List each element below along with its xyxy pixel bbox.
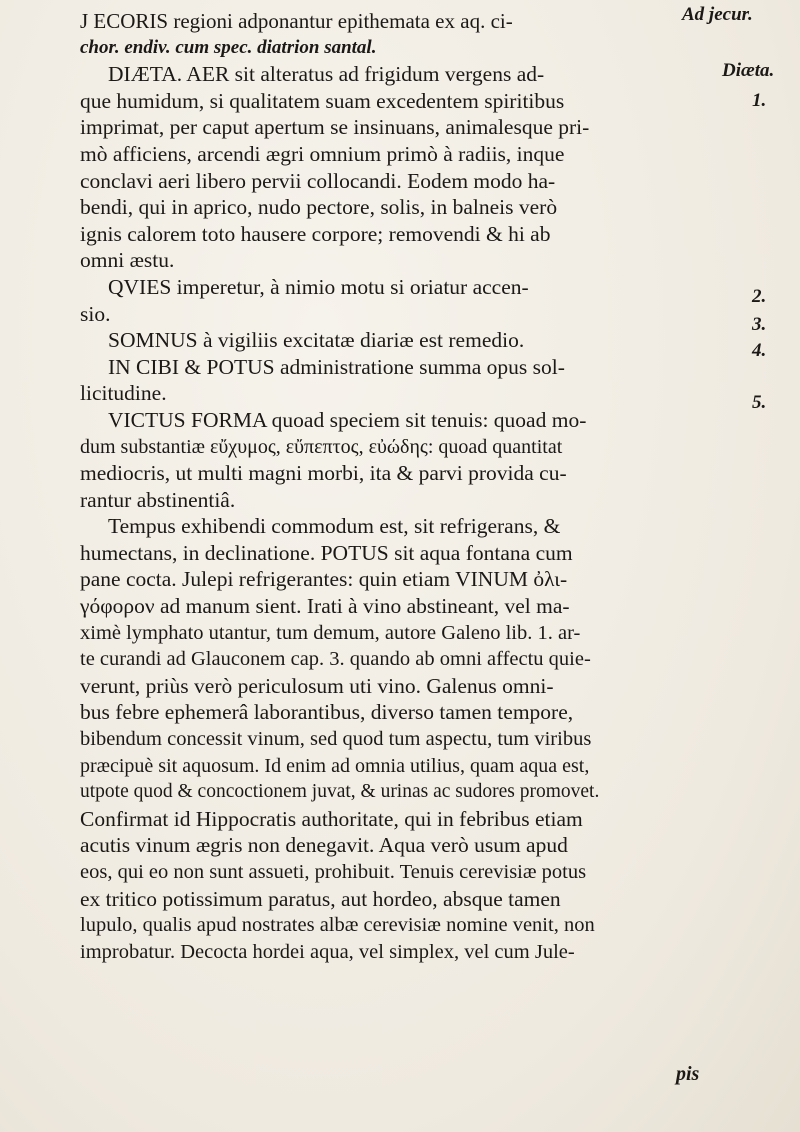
text-line: te curandi ad Glauconem cap. 3. quando ab omni affectu quie-: [80, 648, 591, 671]
text-line: sio.: [80, 301, 111, 326]
text-line: improbatur. Decocta hordei aqua, vel simplex, vel cum Jule-: [80, 940, 575, 963]
text-line: DIÆTA. AER sit alteratus ad frigidum vergens ad-: [108, 62, 545, 87]
margin-note: 4.: [752, 340, 767, 361]
text-line: bibendum concessit vinum, sed quod tum aspectu, tum viribus: [80, 728, 592, 751]
text-line: Confirmat id Hippocratis authoritate, qui in febribus etiam: [80, 806, 583, 831]
text-line: bus febre ephemerâ laborantibus, diverso tamen tempore,: [80, 700, 574, 725]
text-line: ex tritico potissimum paratus, aut hordeo, absque tamen: [80, 886, 561, 911]
text-line: ignis calorem toto hausere corpore; removendi & hi ab: [80, 221, 551, 246]
text-line: SOMNUS à vigiliis excitatæ diariæ est remedio.: [108, 328, 525, 353]
text-line: verunt, priùs verò periculosum uti vino. Galenus omni-: [80, 673, 554, 698]
text-line: præcipuè sit aquosum. Id enim ad omnia utilius, quam aqua est,: [80, 754, 590, 777]
text-line: acutis vinum ægris non denegavit. Aqua verò usum apud: [80, 833, 568, 858]
text-line: conclavi aeri libero pervii collocandi. Eodem modo ha-: [80, 168, 556, 193]
margin-note: 3.: [752, 314, 767, 335]
text-line: QVIES imperetur, à nimio motu si oriatur accen-: [108, 274, 529, 299]
text-line: pane cocta. Julepi refrigerantes: quin etiam VINUM ὀλι-: [80, 567, 568, 592]
text-line: lupulo, qualis apud nostrates albæ cerevisiæ nomine venit, non: [80, 914, 595, 937]
text-line: dum substantiæ εὔχυμος, εὔπεπτος, εὐώδης: quoad quantitat: [80, 435, 563, 458]
margin-note: 2.: [752, 286, 767, 307]
text-line: VICTUS FORMA quoad speciem sit tenuis: quoad mo-: [108, 407, 587, 432]
margin-note: 1.: [752, 90, 767, 111]
text-line: mò afficiens, arcendi ægri omnium primò à radiis, inque: [80, 141, 565, 166]
text-line: humectans, in declinatione. POTUS sit aqua fontana cum: [80, 540, 573, 565]
text-line: eos, qui eo non sunt assueti, prohibuit. Tenuis cerevisiæ potus: [80, 861, 587, 883]
margin-note: Ad jecur.: [682, 4, 753, 25]
margin-note: 5.: [752, 392, 767, 413]
text-line: licitudine.: [80, 381, 167, 406]
text-line: IN CIBI & POTUS administratione summa opus sol-: [108, 354, 565, 379]
text-line: que humidum, si qualitatem suam excedentem spiritibus: [80, 88, 565, 113]
text-line: imprimat, per caput apertum se insinuans, animalesque pri-: [80, 115, 590, 140]
body-text: [80, 8, 720, 965]
text-line: utpote quod & concoctionem juvat, & urinas ac sudores promovet.: [80, 781, 600, 803]
text-line: ximè lymphato utantur, tum demum, autore Galeno lib. 1. ar-: [80, 621, 581, 644]
text-line: chor. endiv. cum spec. diatrion santal.: [80, 36, 377, 58]
text-line: omni æstu.: [80, 248, 175, 273]
text-line: γόφορον ad manum sient. Irati à vino abstineant, vel ma-: [80, 594, 570, 619]
margin-note: Diæta.: [722, 60, 775, 81]
text-line: bendi, qui in aprico, nudo pectore, solis, in balneis verò: [80, 195, 558, 220]
text-line: rantur abstinentiâ.: [80, 487, 236, 512]
catchword: pis: [676, 1063, 700, 1085]
text-line: J ECORIS regioni adponantur epithemata ex aq. ci-: [80, 9, 513, 33]
text-line: mediocris, ut multi magni morbi, ita & parvi provida cu-: [80, 461, 567, 486]
text-line: Tempus exhibendi commodum est, sit refrigerans, &: [108, 514, 561, 539]
